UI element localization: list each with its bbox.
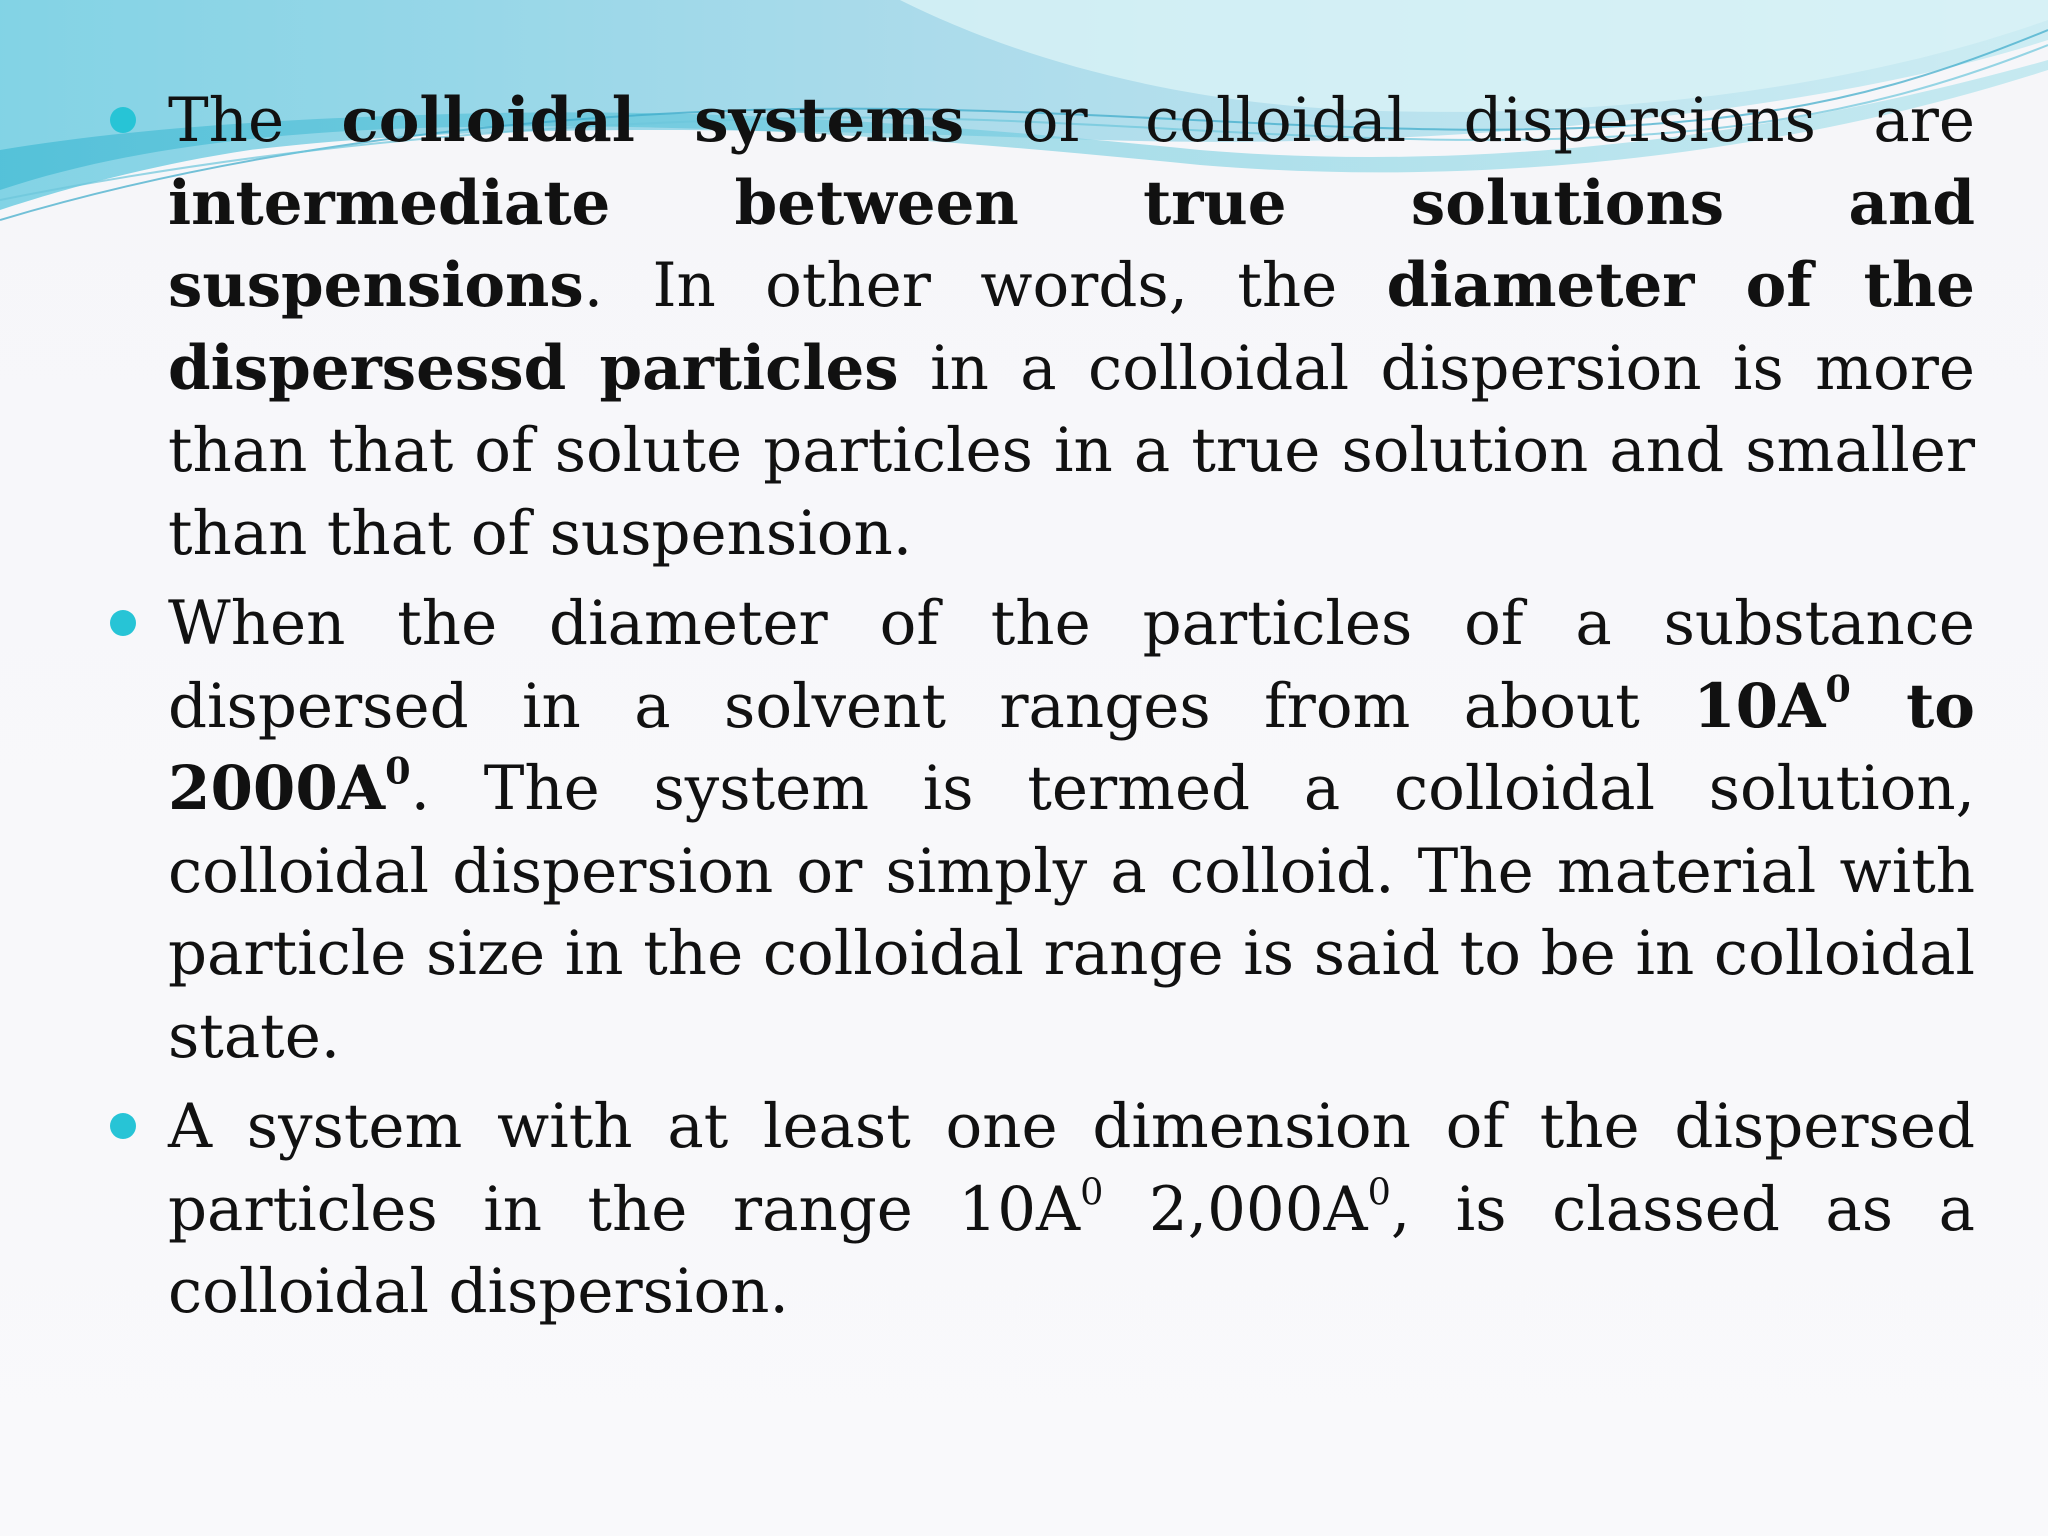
bold-text: colloidal systems: [341, 85, 965, 156]
body-text: , is classed as a colloidal dispersion.: [168, 1173, 1975, 1327]
bullet-dot-icon: [110, 610, 136, 636]
bullet-dot-icon: [110, 107, 136, 133]
body-text: . The system is termed a colloidal solution, colloidal dispersion or simply a colloid. The material with particle size in the colloidal range is said to be in colloidal state.: [168, 753, 1975, 1072]
body-text: . In other words, the: [583, 250, 1387, 321]
body-text: A system with at least one dimension of the dispersed particles in the range 10A: [168, 1091, 1975, 1245]
superscript-text: 0: [1080, 1169, 1104, 1213]
bold-text: diameter of the dispersessd particles: [168, 250, 1975, 404]
body-text: When the diameter of the particles of a substance dispersed in a solvent ranges from about: [168, 588, 1975, 742]
body-text: or colloidal dispersions are: [964, 85, 1975, 156]
bold-text: intermediate between true solutions and suspensions: [168, 167, 1975, 321]
bullet-dot-icon: [110, 1113, 136, 1139]
bold-text: 10A: [1693, 670, 1826, 742]
body-text: The: [168, 85, 342, 156]
bullet-list: [110, 80, 1975, 1342]
superscript-text: 0: [385, 749, 411, 793]
bullet-item: [110, 80, 1975, 575]
superscript-text: 0: [1825, 666, 1851, 710]
bold-text: to 2000A: [168, 670, 1975, 824]
body-text: 2,000A: [1103, 1173, 1368, 1245]
body-text: in a colloidal dispersion is more than that of solute particles in a true solution and smaller than that of suspension.: [168, 332, 1975, 569]
superscript-text: 0: [1367, 1169, 1391, 1213]
bullet-item: [110, 583, 1975, 1078]
bullet-item: [110, 1086, 1975, 1334]
